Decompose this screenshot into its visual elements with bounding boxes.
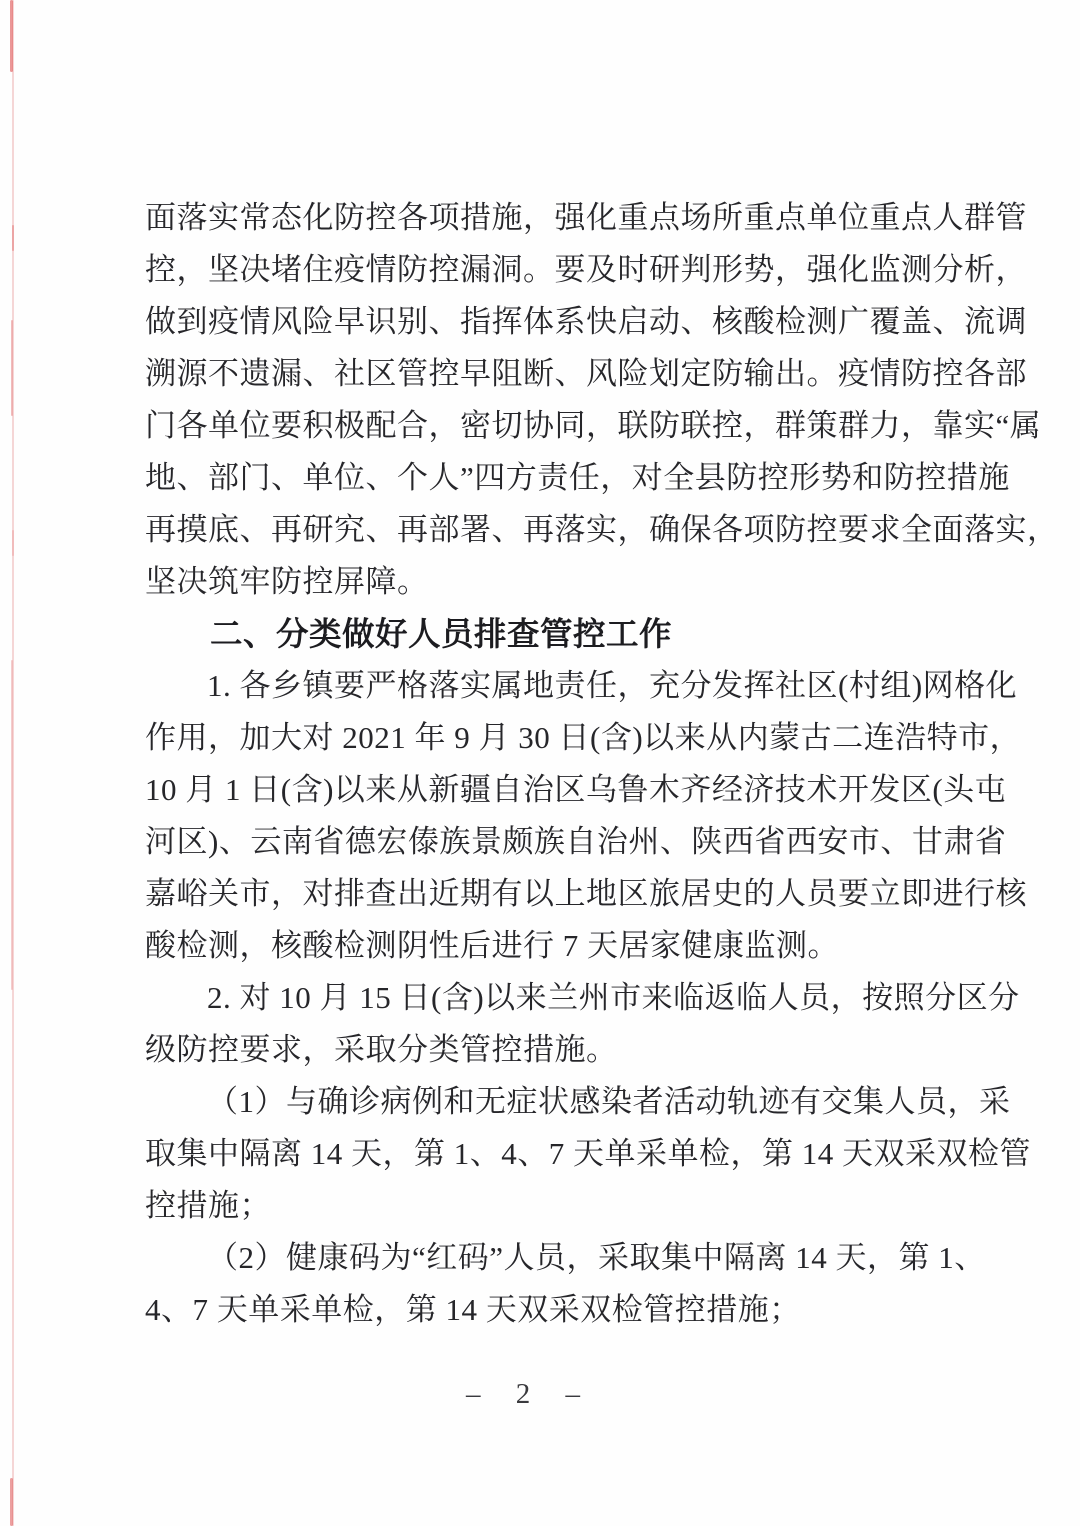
scan-artifact-mark bbox=[10, 1478, 13, 1526]
body-line: 做到疫情风险早识别、指挥体系快启动、核酸检测广覆盖、流调 bbox=[145, 304, 1027, 339]
body-line: 控，坚决堵住疫情防控漏洞。要及时研判形势，强化监测分析， bbox=[145, 252, 1027, 287]
body-line: 坚决筑牢防控屏障。 bbox=[145, 564, 429, 599]
body-line: 河区)、云南省德宏傣族景颇族自治州、陕西省西安市、甘肃省 bbox=[145, 824, 1007, 859]
body-line: 4、7 天单采单检，第 14 天双采双检管控措施； bbox=[145, 1292, 801, 1327]
section-heading: 二、分类做好人员排查管控工作 bbox=[210, 616, 673, 652]
scan-artifact-mark bbox=[11, 660, 13, 990]
body-line: 面落实常态化防控各项措施，强化重点场所重点单位重点人群管 bbox=[145, 200, 1027, 235]
body-line: 门各单位要积极配合，密切协同，联防联控，群策群力，靠实“属 bbox=[145, 408, 1042, 443]
body-line: 酸检测，核酸检测阴性后进行 7 天居家健康监测。 bbox=[145, 928, 839, 963]
scan-artifact-mark bbox=[12, 225, 14, 251]
body-line: 取集中隔离 14 天，第 1、4、7 天单采单检，第 14 天双采双检管 bbox=[145, 1136, 1031, 1171]
body-line: 再摸底、再研究、再部署、再落实，确保各项防控要求全面落实， bbox=[145, 512, 1059, 547]
body-line: 控措施； bbox=[145, 1188, 271, 1223]
body-line: 1. 各乡镇要严格落实属地责任，充分发挥社区(村组)网格化 bbox=[207, 668, 1018, 703]
body-line: 嘉峪关市，对排查出近期有以上地区旅居史的人员要立即进行核 bbox=[145, 876, 1027, 911]
body-line: （1）与确诊病例和无症状感染者活动轨迹有交集人员，采 bbox=[207, 1084, 1011, 1119]
page-number: – 2 – bbox=[466, 1378, 594, 1410]
scan-artifact-mark bbox=[12, 530, 14, 556]
body-line: 2. 对 10 月 15 日(含)以来兰州市来临返临人员，按照分区分 bbox=[207, 980, 1020, 1015]
body-line: 级防控要求，采取分类管控措施。 bbox=[145, 1032, 618, 1067]
body-line: 作用，加大对 2021 年 9 月 30 日(含)以来从内蒙古二连浩特市， bbox=[145, 720, 1022, 755]
body-line: 10 月 1 日(含)以来从新疆自治区乌鲁木齐经济技术开发区(头屯 bbox=[145, 772, 1007, 807]
scan-artifact-mark bbox=[10, 0, 13, 72]
body-line: 溯源不遗漏、社区管控早阻断、风险划定防输出。疫情防控各部 bbox=[145, 356, 1027, 391]
body-line: （2）健康码为“红码”人员，采取集中隔离 14 天，第 1、 bbox=[207, 1240, 986, 1275]
document-body bbox=[145, 192, 1059, 1336]
scan-artifact-mark bbox=[11, 320, 13, 416]
body-line: 地、部门、单位、个人”四方责任，对全县防控形势和防控措施 bbox=[145, 460, 1010, 495]
